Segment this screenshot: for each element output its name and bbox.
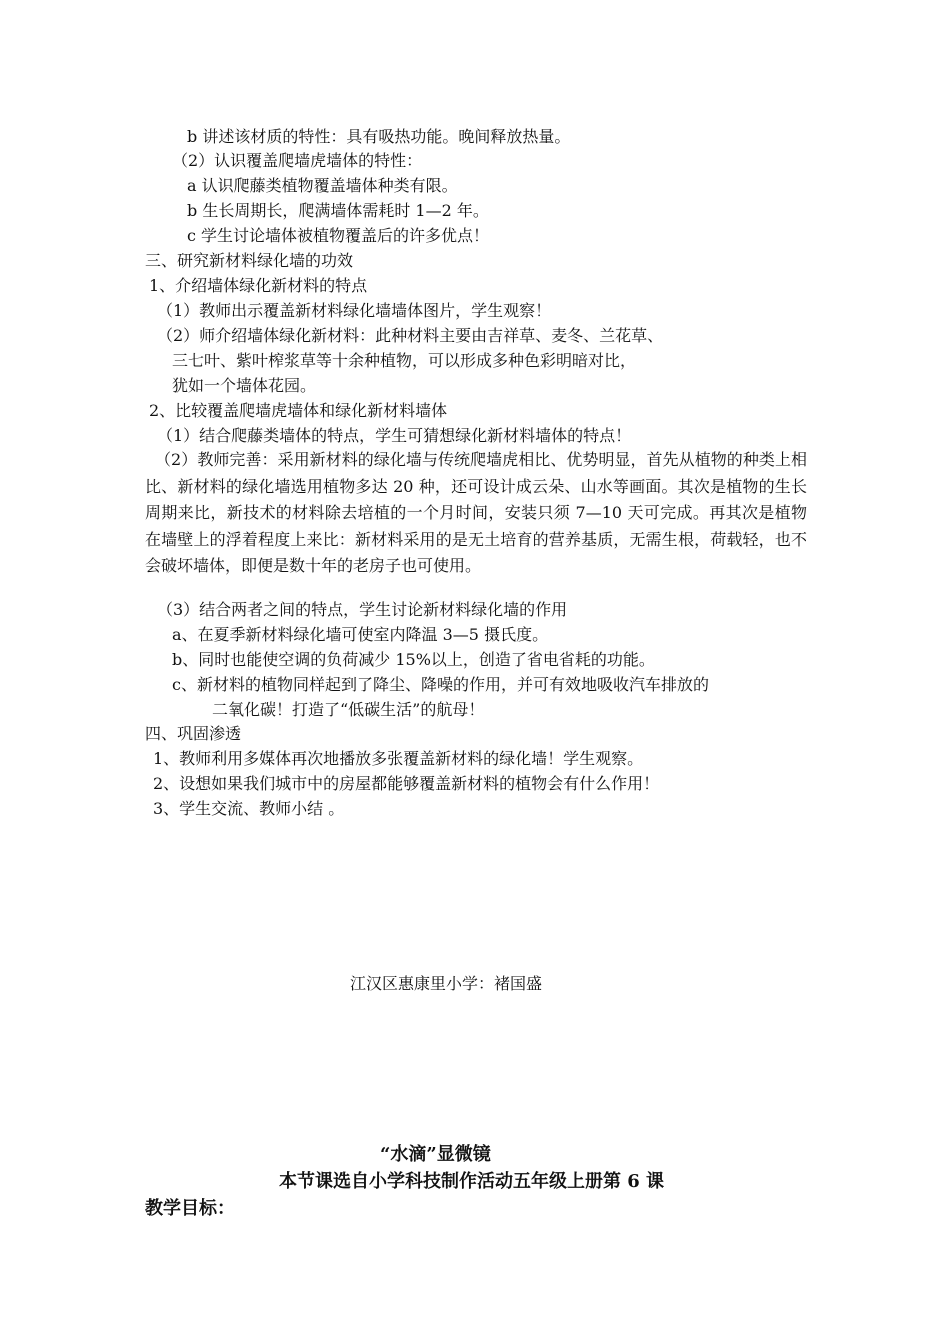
- body-paragraph: （2）教师完善：采用新材料的绿化墙与传统爬墙虎相比、优势明显，首先从植物的种类上相比、新材料的绿化墙选用植物多达 20 种，还可设计成云朵、山水等画面。其次是植物的生长周期来比，新技术的材料除去培植的一个月时间，安装只须 7—10 天可完成。再其次是植物在墙壁上的浮着程度上来比：新材料采用的是无土培育的营养基质，无需生根，荷载轻，也不会破坏墙体，即便是数十年的老房子也可使用。: [145, 450, 807, 575]
- text-line: （1）结合爬藤类墙体的特点，学生可猜想绿化新材料墙体的特点！: [157, 426, 632, 445]
- text-line: 3、学生交流、教师小结 。: [153, 799, 345, 818]
- text-line: c、新材料的植物同样起到了降尘、降噪的作用，并可有效地吸收汽车排放的: [172, 675, 709, 694]
- text-line: 三七叶、紫叶榨浆草等十余种植物，可以形成多种色彩明暗对比，: [172, 351, 637, 370]
- text-line: （3）结合两者之间的特点，学生讨论新材料绿化墙的作用: [157, 600, 568, 619]
- text-line: c 学生讨论墙体被植物覆盖后的许多优点！: [187, 226, 490, 245]
- text-line: 二氧化碳！打造了“低碳生活”的航母！: [212, 700, 485, 719]
- text-line: （1）教师出示覆盖新材料绿化墙墙体图片，学生观察！: [157, 301, 552, 320]
- text-line: 1、教师利用多媒体再次地播放多张覆盖新材料的绿化墙！学生观察。: [153, 749, 644, 768]
- text-line: （2）师介绍墙体绿化新材料：此种材料主要由吉祥草、麦冬、兰花草、: [157, 326, 664, 345]
- next-lesson-heading: 教学目标：: [145, 1198, 235, 1219]
- next-lesson-title: “水滴”显微镜: [380, 1144, 491, 1165]
- text-line: b 生长周期长，爬满墙体需耗时 1—2 年。: [187, 201, 489, 220]
- author-signature: 江汉区惠康里小学：褚国盛: [350, 974, 543, 993]
- sub-heading: 1、介绍墙体绿化新材料的特点: [149, 276, 368, 295]
- text-line: b 讲述该材质的特性：具有吸热功能。晚间释放热量。: [187, 127, 571, 146]
- text-line: 犹如一个墙体花园。: [172, 376, 317, 395]
- text-line: a 认识爬藤类植物覆盖墙体种类有限。: [187, 176, 458, 195]
- section-heading: 三、研究新材料绿化墙的功效: [145, 251, 354, 270]
- text-line: a、在夏季新材料绿化墙可使室内降温 3—5 摄氏度。: [172, 625, 549, 644]
- section-heading: 四、巩固渗透: [145, 724, 242, 743]
- text-line: 2、设想如果我们城市中的房屋都能够覆盖新材料的植物会有什么作用！: [153, 774, 660, 793]
- text-line: b、同时也能使空调的负荷减少 15%以上，创造了省电省耗的功能。: [172, 650, 655, 669]
- next-lesson-subtitle: 本节课选自小学科技制作活动五年级上册第 6 课: [279, 1171, 665, 1192]
- sub-heading: 2、比较覆盖爬墙虎墙体和绿化新材料墙体: [149, 401, 448, 420]
- text-line: （2）认识覆盖爬墙虎墙体的特性：: [172, 151, 423, 170]
